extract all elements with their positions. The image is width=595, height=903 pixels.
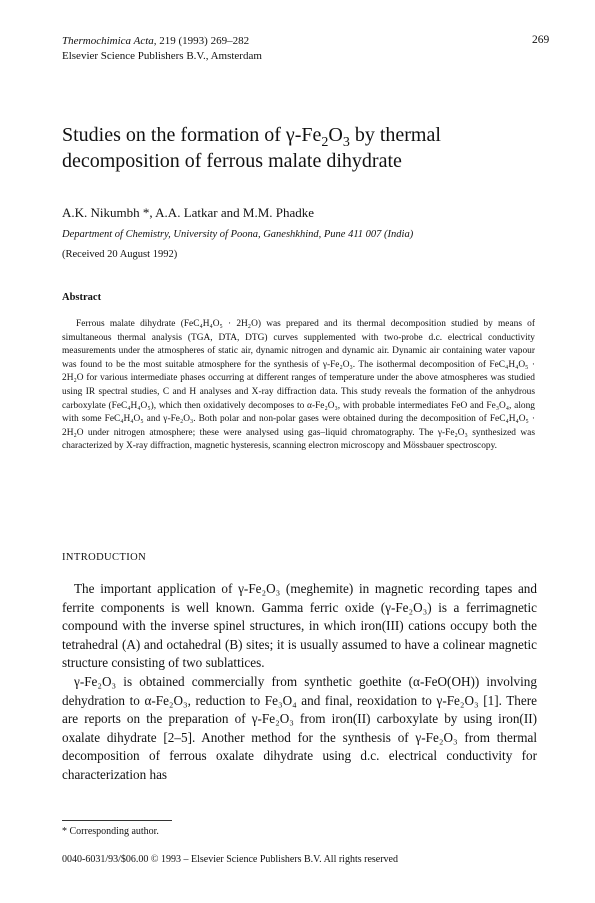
journal-citation: 219 (1993) 269–282 <box>159 35 250 47</box>
footnote: * Corresponding author. <box>62 826 159 837</box>
article-title <box>62 122 542 174</box>
copyright-line: 0040-6031/93/$06.00 © 1993 – Elsevier Science Publishers B.V. All rights reserved <box>62 854 398 865</box>
footnote-rule <box>62 820 172 821</box>
abstract-heading: Abstract <box>62 292 102 303</box>
title-subscript-2: 2 <box>321 135 329 150</box>
author-list: A.K. Nikumbh *, A.A. Latkar and M.M. Phadke <box>62 205 315 220</box>
received-date: (Received 20 August 1992) <box>62 249 178 260</box>
abstract-text: Ferrous malate dihydrate (FeC₄H₄O₅ · 2H₂O) was prepared and its thermal decomposition studied by means of simultaneous thermal analysis (TGA, DTA, DTG) curves supplemented with two-probe d.c. electrical conductivity measurements under the atmospheres of static air, dynamic nitrogen and dynamic air. Dynamic air containing water vapour was found to be the most suitable atmosphere for the synthesis of γ-Fe₂O₃. The isothermal decomposition of FeC₄H₄O₅ · 2H₂O for various intermediate phases occurring at different ranges of temperature under the above atmospheres was studied using IR spectral studies, C and H analyses and X-ray diffraction data. This study reveals the formation of the anhydrous carboxylate (FeC₄H₄O₅), which then oxidatively decomposes to α-Fe₂O₃, with probable intermediates FeO and Fe₃O₄, along with some FeC₄H₄O₅ and γ-Fe₂O₃. Both polar and non-polar gases were obtained during the decomposition of FeC₄H₄O₅ · 2H₂O under nitrogen atmosphere; these were analysed using gas–liquid chromatography. The γ-Fe₂O₃ synthesized was characterized by X-ray diffraction, magnetic hysteresis, scanning electron microscopy and Mössbauer spectroscopy. <box>62 319 535 452</box>
introduction-paragraph-1: The important application of γ-Fe₂O₃ (meghemite) in magnetic recording tapes and ferrite components is well known. Gamma ferric oxide (γ-Fe₂O₃) is a ferrimagnetic compound with the inverse spinel structures, in which iron(III) cations occupy both the tetrahedral (A) and octahedral (B) sites; it is usually assumed to have a colinear magnetic structure consisting of two sublattices. <box>62 581 537 671</box>
affiliation: Department of Chemistry, University of Poona, Ganeshkhind, Pune 411 007 (India) <box>62 229 414 240</box>
introduction-body <box>62 580 537 785</box>
title-part-1: Studies on the formation of γ-Fe <box>62 124 322 146</box>
title-subscript-3: 3 <box>342 135 350 150</box>
publisher-line: Elsevier Science Publishers B.V., Amsterdam <box>62 50 262 62</box>
title-part-2: by thermal decomposition of ferrous malate dihydrate <box>62 124 441 172</box>
introduction-paragraph-2: γ-Fe₂O₃ is obtained commercially from synthetic goethite (α-FeO(OH)) involving dehydration to α-Fe₂O₃, reduction to Fe₃O₄ and final, reoxidation to γ-Fe₂O₃ [1]. There are reports on the preparation of γ-Fe₂O₃ from iron(II) carboxylate by using iron(II) oxalate dihydrate [2–5]. Another method for the synthesis of γ-Fe₂O₃ from thermal decomposition of ferrous oxalate dihydrate using d.c. electrical conductivity for characterization has <box>62 673 537 782</box>
page-number: 269 <box>532 34 550 46</box>
introduction-heading: INTRODUCTION <box>62 552 147 563</box>
running-header <box>62 34 262 64</box>
title-oxygen: O <box>328 124 343 146</box>
journal-name: Thermochimica Acta, <box>62 35 157 47</box>
